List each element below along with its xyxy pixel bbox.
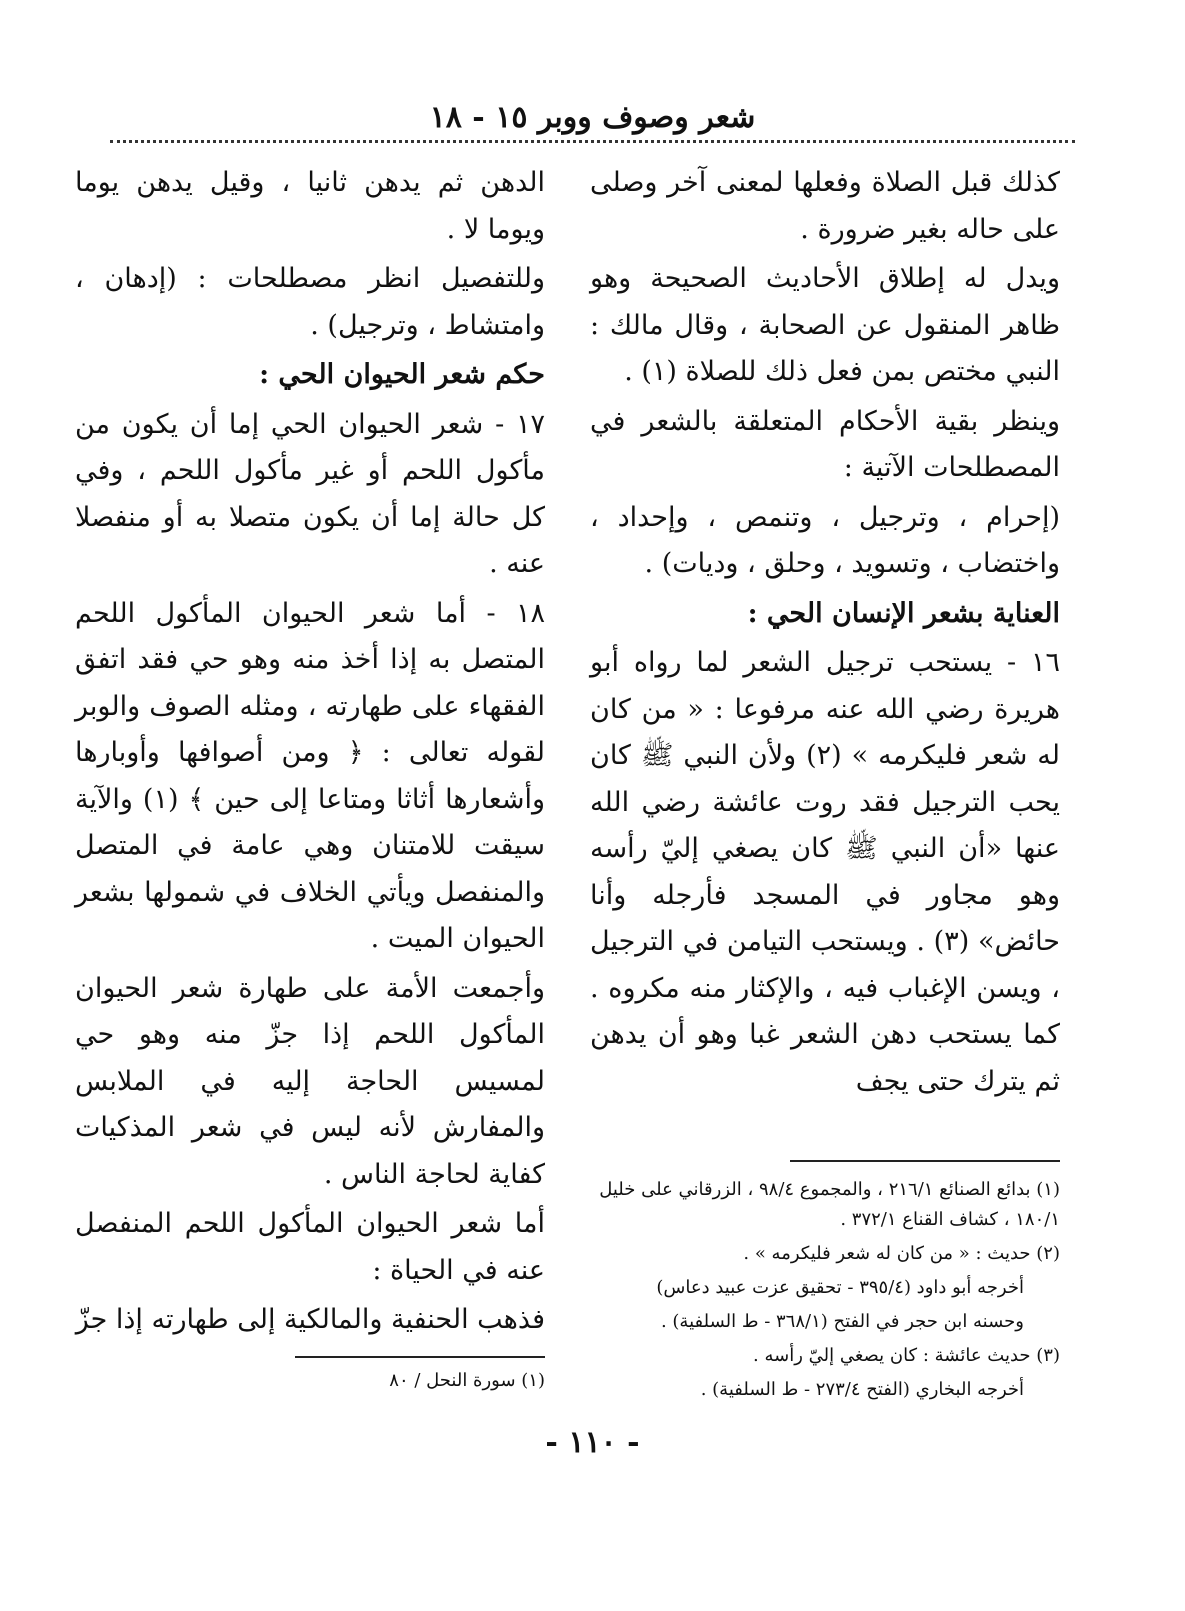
footnote-divider (790, 1160, 1060, 1162)
paragraph: كذلك قبل الصلاة وفعلها لمعنى آخر وصلى على حاله بغير ضرورة . (590, 167, 1060, 245)
right-column (590, 160, 1060, 1108)
footnote-divider (295, 1356, 545, 1358)
footnote: (٢) حديث : « من كان له شعر فليكرمه » . (743, 1243, 1060, 1264)
footnotes-left (75, 1366, 545, 1400)
paragraph: (إحرام ، وترجيل ، وتنمص ، وإحداد ، واختضاب ، وتسويد ، وحلق ، وديات) . (590, 501, 1060, 579)
footnote: (٣) حديث عائشة : كان يصغي إليّ رأسه . (753, 1345, 1060, 1366)
footnotes-right (590, 1175, 1060, 1409)
footnote: (١) سورة النحل / ٨٠ (389, 1370, 545, 1391)
footnote-line: وحسنه ابن حجر في الفتح (٣٦٨/١ - ط السلفية) . (660, 1311, 1024, 1332)
left-column (75, 160, 545, 1347)
paragraph: فذهب الحنفية والمالكية إلى طهارته إذا جزّ (75, 1304, 545, 1335)
running-header: شعر وصوف ووبر ١٥ - ١٨ (429, 100, 756, 135)
paragraph: ١٧ - شعر الحيوان الحي إما أن يكون من مأكول اللحم أو غير مأكول اللحم ، وفي كل حالة إما أن يكون متصلا به أو منفصلا عنه . (75, 408, 545, 579)
paragraph: ١٦ - يستحب ترجيل الشعر لما رواه أبو هريرة رضي الله عنه مرفوعا : « من كان له شعر فليكرمه » (٢) ولأن النبي ﷺ كان يحب الترجيل فقد روت عائشة رضي الله عنها «أن النبي ﷺ كان يصغي إليّ رأسه وهو مجاور في المسجد فأرجله وأنا حائض» (٣) . ويستحب التيامن في الترجيل ، ويسن الإغباب فيه ، والإكثار منه مكروه . كما يستحب دهن الشعر غبا وهو أن يدهن ثم يترك حتى يجف (590, 647, 1061, 1097)
footnote-line: أخرجه أبو داود (٣٩٥/٤ - تحقيق عزت عبيد دعاس) (656, 1277, 1024, 1298)
paragraph: أما شعر الحيوان المأكول اللحم المنفصل عنه في الحياة : (75, 1208, 545, 1286)
page-number: - ١١٠ - (545, 1425, 640, 1460)
footnote-line: أخرجه البخاري (الفتح ٢٧٣/٤ - ط السلفية) . (700, 1379, 1024, 1400)
paragraph: الدهن ثم يدهن ثانيا ، وقيل يدهن يوما ويوما لا . (75, 167, 545, 245)
header-dotted-rule (110, 140, 1075, 143)
section-heading: حكم شعر الحيوان الحي : (259, 359, 545, 390)
paragraph: وينظر بقية الأحكام المتعلقة بالشعر في المصطلحات الآتية : (590, 405, 1060, 483)
paragraph: ١٨ - أما شعر الحيوان المأكول اللحم المتصل به إذا أخذ منه وهو حي فقد اتفق الفقهاء على طهارته ، ومثله الصوف والوبر لقوله تعالى : ﴿ ومن أصوافها وأوبارها وأشعارها أثاثا ومتاعا إلى حين ﴾ (١) والآية سيقت للامتنان وهي عامة في المتصل والمنفصل ويأتي الخلاف في شمولها بشعر الحيوان الميت . (75, 597, 545, 954)
paragraph: ويدل له إطلاق الأحاديث الصحيحة وهو ظاهر المنقول عن الصحابة ، وقال مالك : النبي مختص بمن فعل ذلك للصلاة (١) . (590, 263, 1060, 387)
footnote: (١) بدائع الصنائع ٢١٦/١ ، والمجموع ٩٨/٤ ، الزرقاني على خليل ١٨٠/١ ، كشاف القناع ٣٧٢/١ . (599, 1179, 1060, 1230)
section-heading: العناية بشعر الإنسان الحي : (747, 597, 1060, 629)
paragraph: وللتفصيل انظر مصطلحات : (إدهان ، وامتشاط ، وترجيل) . (75, 263, 545, 341)
paragraph: وأجمعت الأمة على طهارة شعر الحيوان المأكول اللحم إذا جزّ منه وهو حي لمسيس الحاجة إليه في الملابس والمفارش لأنه ليس في شعر المذكيات كفاية لحاجة الناس . (75, 972, 545, 1190)
